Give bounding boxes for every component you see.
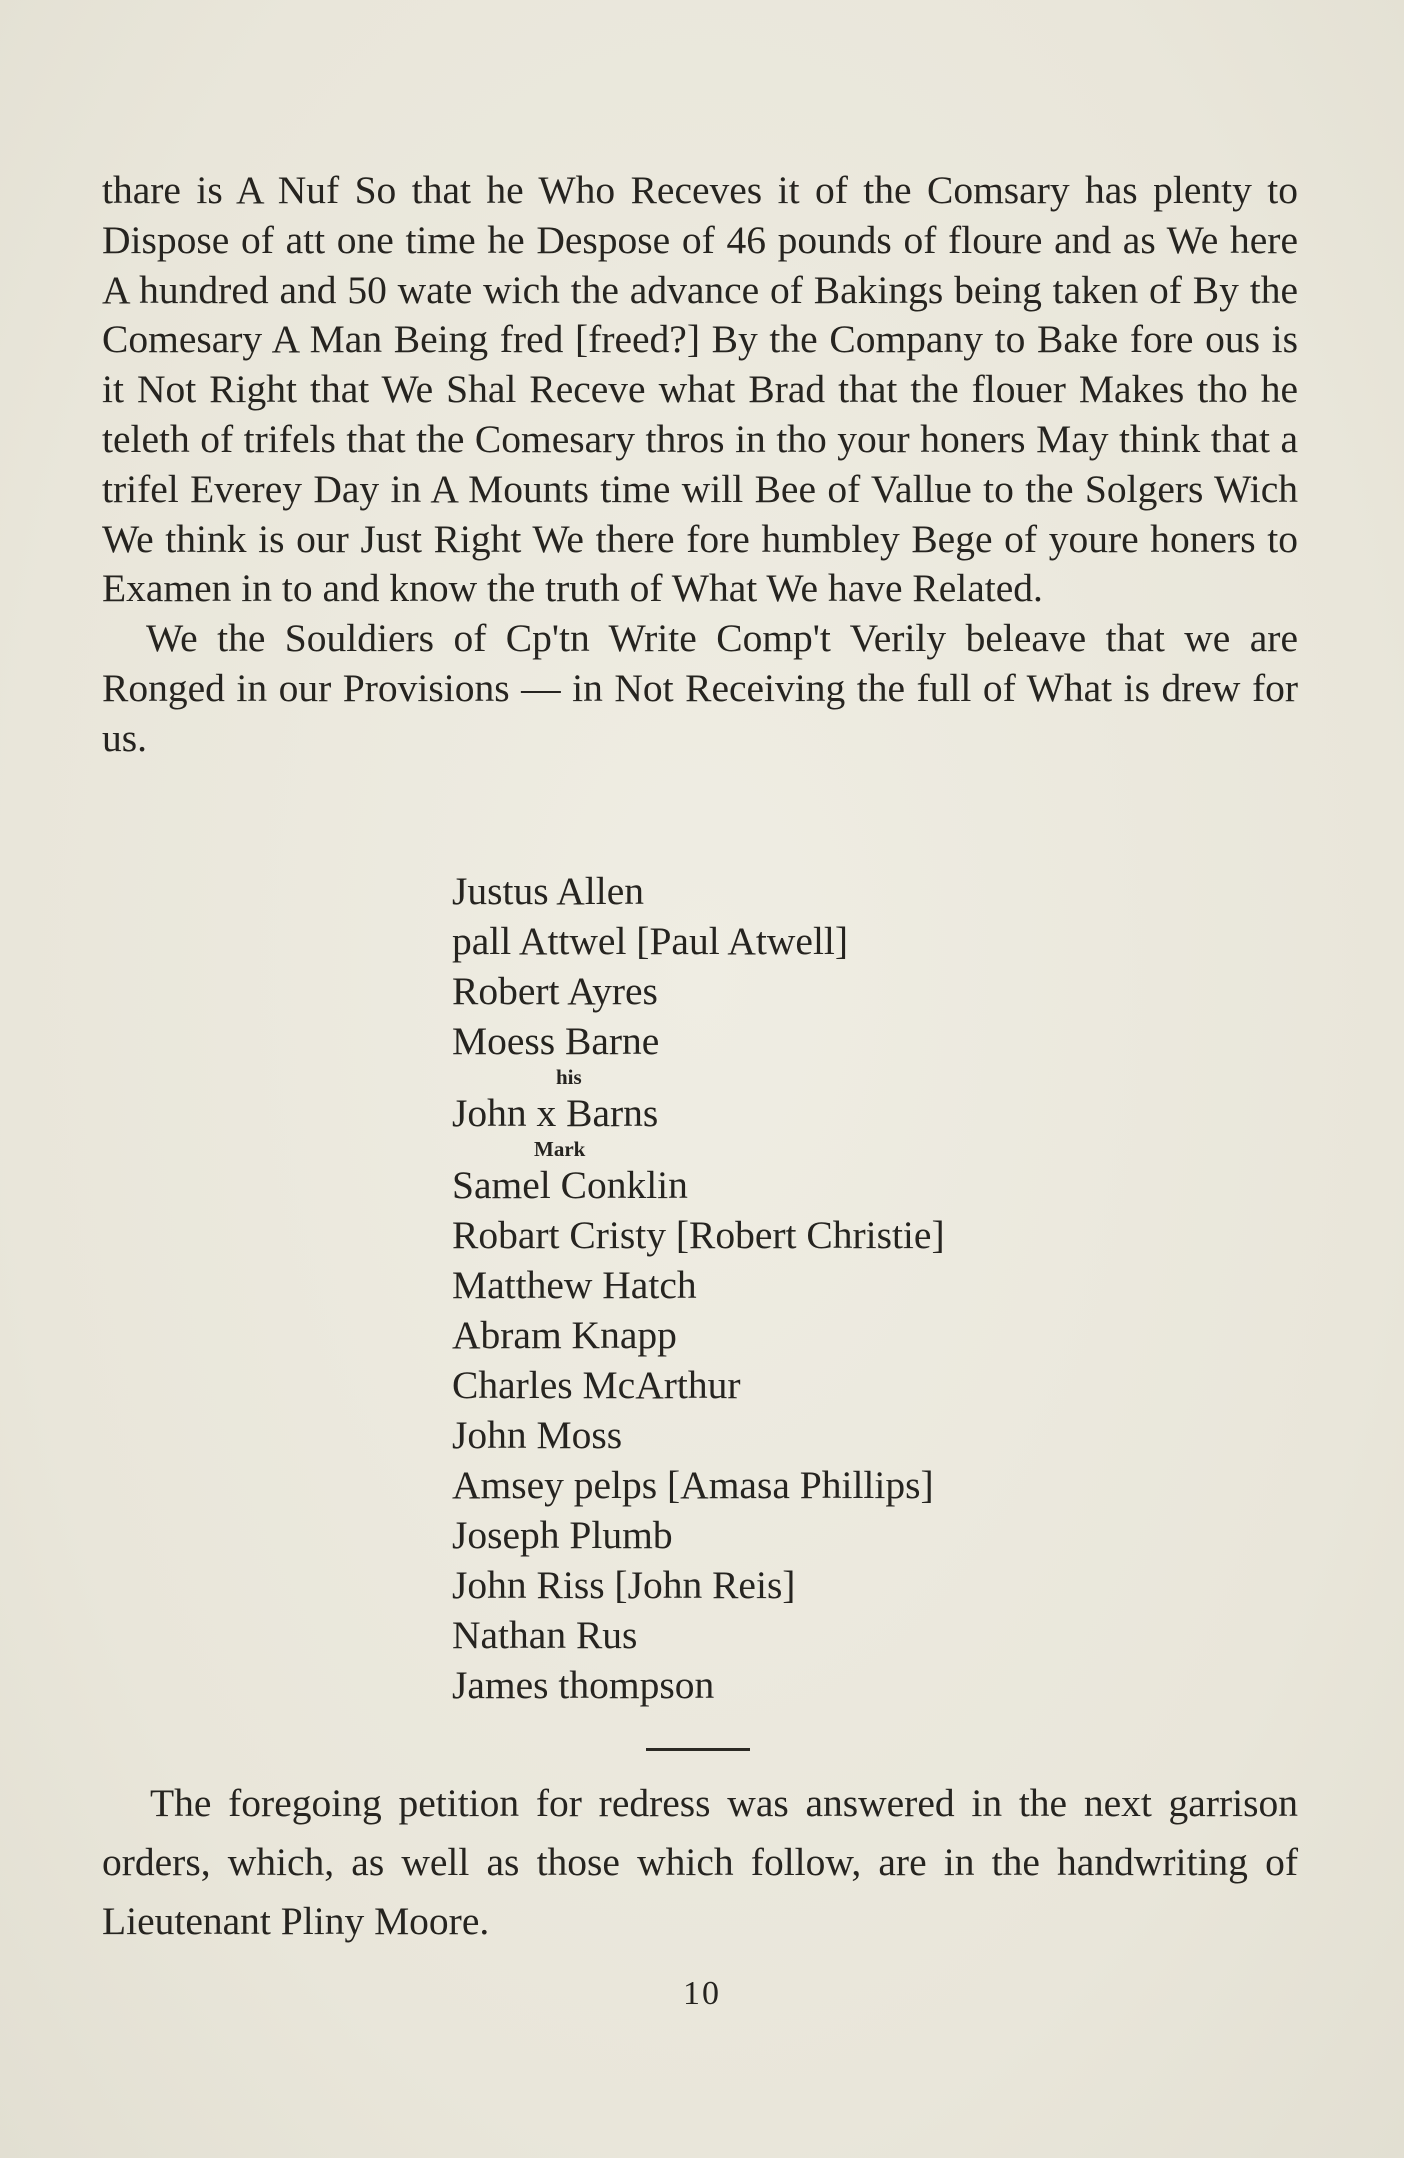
signature-james-thompson: James thompson bbox=[452, 1663, 715, 1707]
signature-list bbox=[452, 866, 945, 1710]
signature-pall-attwel: pall Attwel [Paul Atwell] bbox=[452, 919, 849, 963]
signature-charles-mcarthur: Charles McArthur bbox=[452, 1363, 741, 1407]
closing-paragraph: The foregoing petition for redress was answered in the next garrison orders, which, as well as those which follow, are in the handwriting of Lieutenant Pliny Moore. bbox=[102, 1781, 1298, 1943]
signature-robart-cristy: Robart Cristy [Robert Christie] bbox=[452, 1213, 945, 1257]
mark-annotation: Mark bbox=[534, 1137, 586, 1161]
signature-john-barns: John x Barns bbox=[452, 1091, 659, 1135]
signature-joseph-plumb: Joseph Plumb bbox=[452, 1513, 673, 1557]
page-number: 10 bbox=[683, 1975, 721, 2012]
signature-amsey-pelps: Amsey pelps [Amasa Phillips] bbox=[452, 1463, 934, 1507]
petition-paragraph-1: thare is A Nuf So that he Who Receves it of the Comsary has plenty to Dispose of att one time he Despose of 46 pounds of floure and as We here A hundred and 50 wate wich the advance of Bakings being taken of By the Comesary A Man Being fred [freed?] By the Company to Bake fore ous is it Not Right that We Shal Receve what Brad that the flouer Makes tho he teleth of trifels that the Comesary thros in tho your honers May think that a trifel Everey Day in A Mounts time will Bee of Vallue to the Solgers Wich We think is our Just Right We there fore humbley Bege of youre honers to Examen in to and know the truth of What We have Related. bbox=[102, 168, 1298, 611]
signature-john-moss: John Moss bbox=[452, 1413, 623, 1457]
signature-nathan-rus: Nathan Rus bbox=[452, 1613, 638, 1657]
signature-robert-ayres: Robert Ayres bbox=[452, 969, 658, 1013]
signature-matthew-hatch: Matthew Hatch bbox=[452, 1263, 697, 1307]
signature-justus-allen: Justus Allen bbox=[452, 869, 645, 913]
petition-paragraph-2: We the Souldiers of Cp'tn Write Comp't Verily beleave that we are Ronged in our Provisions — in Not Receiving the full of What is drew for us. bbox=[102, 616, 1298, 760]
editorial-note bbox=[102, 1774, 1298, 1951]
signature-samel-conklin: Samel Conklin bbox=[452, 1163, 688, 1207]
signature-abram-knapp: Abram Knapp bbox=[452, 1313, 677, 1357]
signature-moess-barne: Moess Barne bbox=[452, 1019, 660, 1063]
section-divider bbox=[646, 1748, 750, 1751]
his-annotation: his bbox=[556, 1065, 582, 1089]
signature-john-riss: John Riss [John Reis] bbox=[452, 1563, 796, 1607]
petition-text bbox=[102, 166, 1298, 764]
